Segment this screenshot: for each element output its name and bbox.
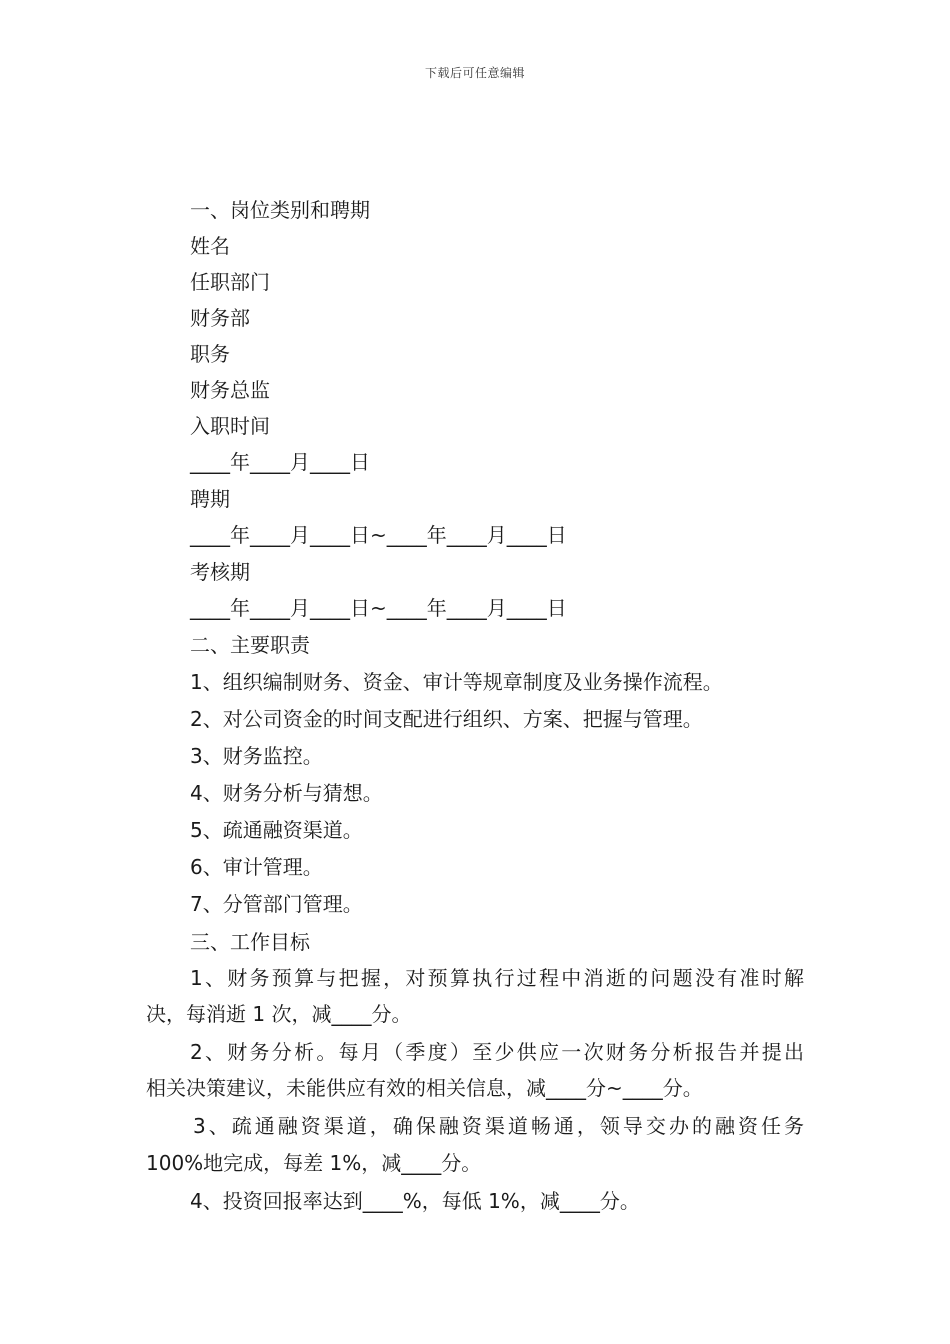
section-heading-3: 三、工作目标 <box>190 930 310 954</box>
field-value-department: 财务部 <box>190 306 250 330</box>
goal-paragraph-4-line-1: 4、投资回报率达到____%，每低 1%，减____分。 <box>190 1189 640 1213</box>
field-value-position: 财务总监 <box>190 378 270 402</box>
page-header: 下载后可任意编辑 <box>424 66 525 80</box>
duty-item: 3、财务监控。 <box>190 744 323 768</box>
duty-item: 5、疏通融资渠道。 <box>190 818 363 842</box>
goal-text: 2、财务分析。每月（季度）至少供应一次财务分析报告并提出 <box>190 1040 804 1064</box>
goal-text: 3、疏通融资渠道，确保融资渠道畅通，领导交办的融资任务 <box>193 1114 804 1138</box>
field-label-position: 职务 <box>190 342 230 366</box>
field-value-term: ____年____月____日~____年____月____日 <box>190 523 567 547</box>
duty-item: 2、对公司资金的时间支配进行组织、方案、把握与管理。 <box>190 707 703 731</box>
goal-paragraph-3-line-2: 100%地完成，每差 1%，减____分。 <box>146 1151 482 1175</box>
goal-paragraph-2-line-1 <box>190 1040 804 1064</box>
field-label-hire-date: 入职时间 <box>190 414 270 438</box>
goal-paragraph-3-line-1 <box>193 1114 804 1138</box>
field-label-department: 任职部门 <box>190 270 270 294</box>
goal-paragraph-1-line-1 <box>190 966 804 990</box>
duty-item: 7、分管部门管理。 <box>190 892 363 916</box>
section-heading-2: 二、主要职责 <box>190 633 310 657</box>
goal-paragraph-1-line-2: 决，每消逝 1 次，减____分。 <box>146 1002 412 1026</box>
field-label-review-period: 考核期 <box>190 560 250 584</box>
goal-text: 1、财务预算与把握，对预算执行过程中消逝的问题没有准时解 <box>190 966 804 990</box>
duty-item: 1、组织编制财务、资金、审计等规章制度及业务操作流程。 <box>190 670 723 694</box>
duty-item: 4、财务分析与猜想。 <box>190 781 383 805</box>
section-heading-1: 一、岗位类别和聘期 <box>190 198 370 222</box>
field-label-name: 姓名 <box>190 234 230 258</box>
field-value-review-period: ____年____月____日~____年____月____日 <box>190 596 567 620</box>
duty-item: 6、审计管理。 <box>190 855 323 879</box>
field-label-term: 聘期 <box>190 487 230 511</box>
goal-paragraph-2-line-2: 相关决策建议，未能供应有效的相关信息，减____分~____分。 <box>146 1076 703 1100</box>
field-value-hire-date: ____年____月____日 <box>190 450 370 474</box>
